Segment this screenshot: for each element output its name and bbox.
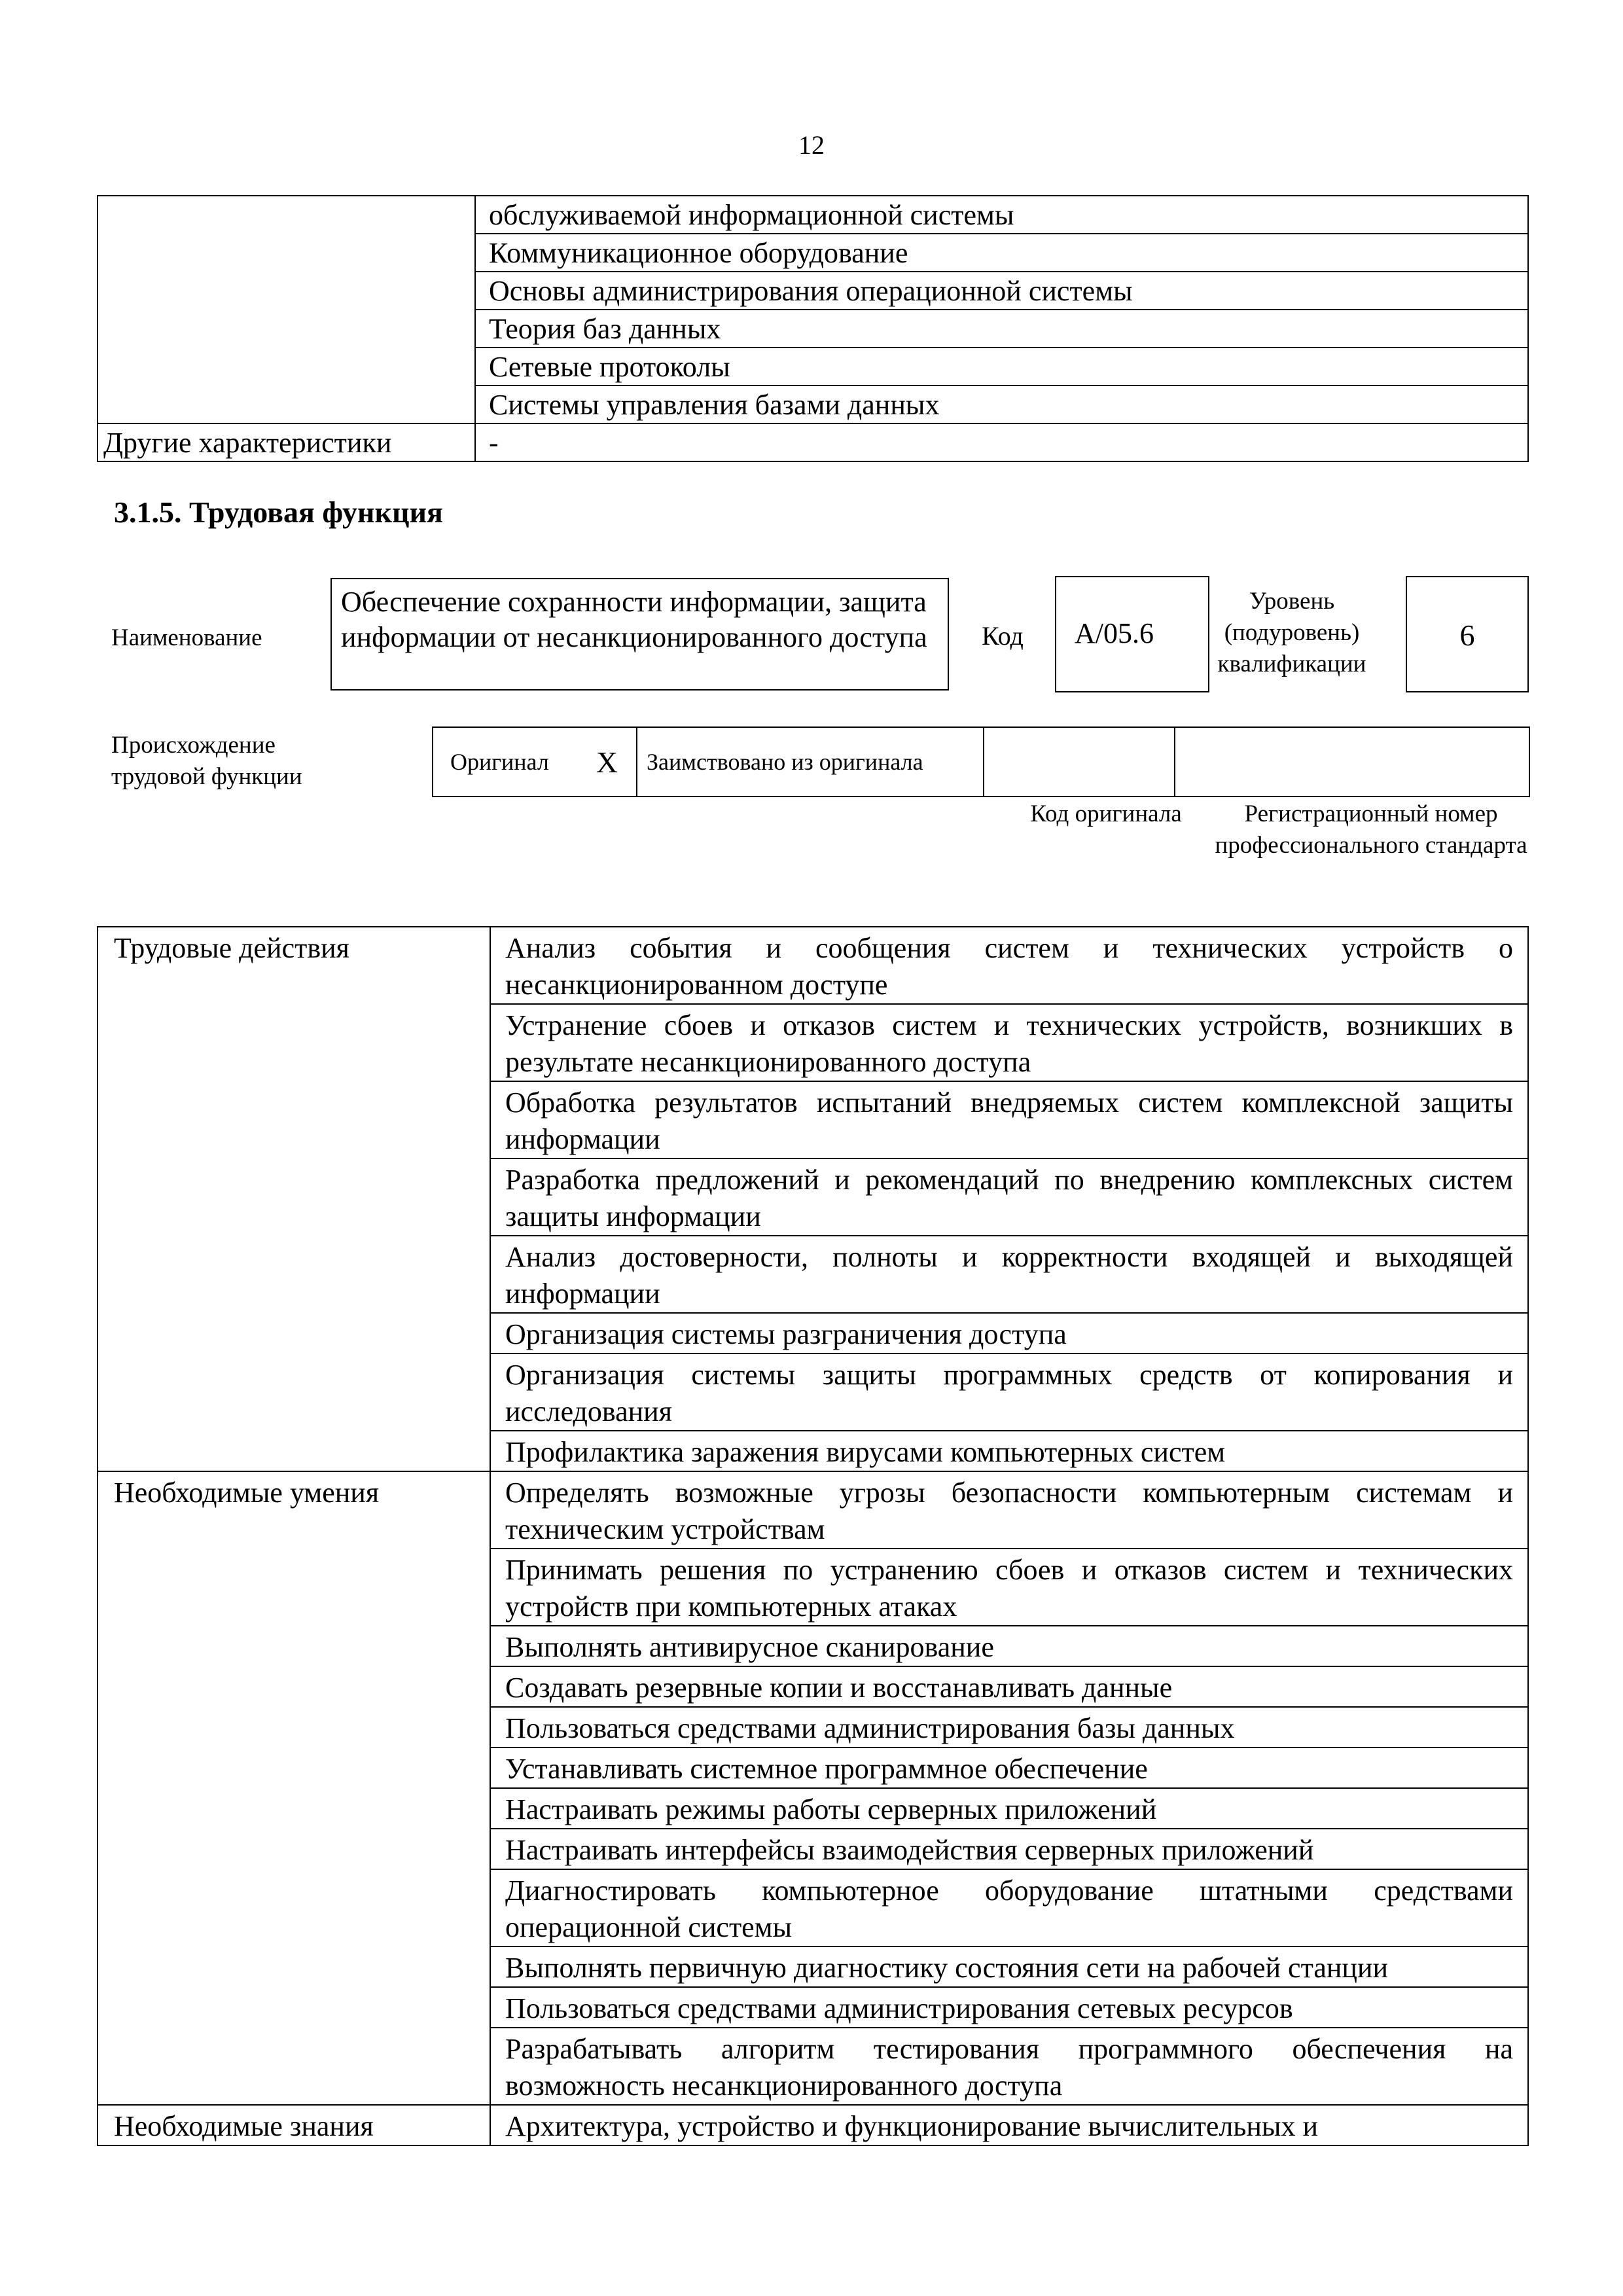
labor-actions-item: Анализ события и сообщения систем и технических устройств о несанкционированном доступе: [490, 927, 1528, 1004]
skills-item: Создавать резервные копии и восстанавливать данные: [490, 1666, 1528, 1707]
section-title: 3.1.5. Трудовая функция: [114, 495, 443, 529]
original-code-caption: Код оригинала: [1030, 800, 1182, 827]
labor-actions-item: Анализ достоверности, полноты и корректности входящей и выходящей информации: [490, 1236, 1528, 1313]
list-item: Теория баз данных: [475, 310, 1528, 348]
skills-item: Устанавливать системное программное обеспечение: [490, 1748, 1528, 1788]
function-name-box: Обеспечение сохранности информации, защита информации от несанкционированного доступа: [330, 578, 949, 691]
table-row: [98, 423, 1528, 461]
skills-item: Настраивать режимы работы серверных приложений: [490, 1788, 1528, 1829]
list-item: Основы администрирования операционной системы: [475, 272, 1528, 310]
skills-item: Пользоваться средствами администрирования базы данных: [490, 1707, 1528, 1748]
registration-number-cell: [1175, 727, 1529, 797]
labor-actions-item: Организация системы защиты программных средств от копирования и исследования: [490, 1354, 1528, 1431]
qualification-level-box: 6: [1406, 576, 1529, 692]
origin-table: [432, 726, 1530, 797]
borrowed-label: Заимствовано из оригинала: [637, 727, 984, 797]
labor-function-table: [97, 926, 1529, 2146]
labor-actions-item: Профилактика заражения вирусами компьютерных систем: [490, 1431, 1528, 1471]
list-item: Коммуникационное оборудование: [475, 234, 1528, 272]
knowledge-item: Архитектура, устройство и функционирование вычислительных и: [490, 2105, 1528, 2145]
table-row: [98, 196, 1528, 234]
empty-label-cell: [98, 196, 475, 423]
skills-item: Принимать решения по устранению сбоев и отказов систем и технических устройств при компьютерных атаках: [490, 1549, 1528, 1626]
list-item: Сетевые протоколы: [475, 348, 1528, 386]
origin-label: Происхождение трудовой функции: [111, 732, 302, 790]
labor-actions-label: Трудовые действия: [98, 927, 490, 1471]
table-row: [98, 1471, 1528, 1549]
list-item: обслуживаемой информационной системы: [475, 196, 1528, 234]
table-row: [98, 2105, 1528, 2145]
skills-item: Пользоваться средствами администрирования сетевых ресурсов: [490, 1987, 1528, 2028]
skills-label: Необходимые умения: [98, 1471, 490, 2105]
skills-item: Выполнять антивирусное сканирование: [490, 1626, 1528, 1666]
qualification-level-label: Уровень (подуровень) квалификации: [1217, 588, 1366, 677]
skills-item: Диагностировать компьютерное оборудование штатными средствами операционной системы: [490, 1869, 1528, 1946]
skills-item: Настраивать интерфейсы взаимодействия серверных приложений: [490, 1829, 1528, 1869]
list-item: Системы управления базами данных: [475, 386, 1528, 423]
labor-actions-item: Обработка результатов испытаний внедряемых систем комплексной защиты информации: [490, 1081, 1528, 1158]
registration-number-caption: Регистрационный номер профессионального стандарта: [1215, 800, 1527, 859]
original-label: Оригинал: [433, 727, 578, 797]
table-row: [98, 927, 1528, 1004]
page-number: 12: [798, 130, 825, 160]
labor-actions-item: Разработка предложений и рекомендаций по внедрению комплексных систем защиты информации: [490, 1158, 1528, 1236]
skills-item: Выполнять первичную диагностику состояния сети на рабочей станции: [490, 1946, 1528, 1987]
labor-actions-item: Устранение сбоев и отказов систем и технических устройств, возникших в результате несанкционированного доступа: [490, 1004, 1528, 1081]
original-mark: X: [578, 727, 637, 797]
skills-item: Разрабатывать алгоритм тестирования программного обеспечения на возможность несанкционированного доступа: [490, 2028, 1528, 2105]
labor-actions-item: Организация системы разграничения доступа: [490, 1313, 1528, 1354]
other-characteristics-value: -: [475, 423, 1528, 461]
continued-knowledge-table: [97, 195, 1529, 462]
code-label: Код: [982, 621, 1024, 651]
name-label: Наименование: [111, 624, 262, 651]
other-characteristics-label: Другие характеристики: [98, 423, 475, 461]
original-code-cell: [984, 727, 1175, 797]
skills-item: Определять возможные угрозы безопасности компьютерным системам и техническим устройствам: [490, 1471, 1528, 1549]
table-row: [433, 727, 1529, 797]
knowledge-label: Необходимые знания: [98, 2105, 490, 2145]
code-box: A/05.6: [1055, 576, 1209, 692]
